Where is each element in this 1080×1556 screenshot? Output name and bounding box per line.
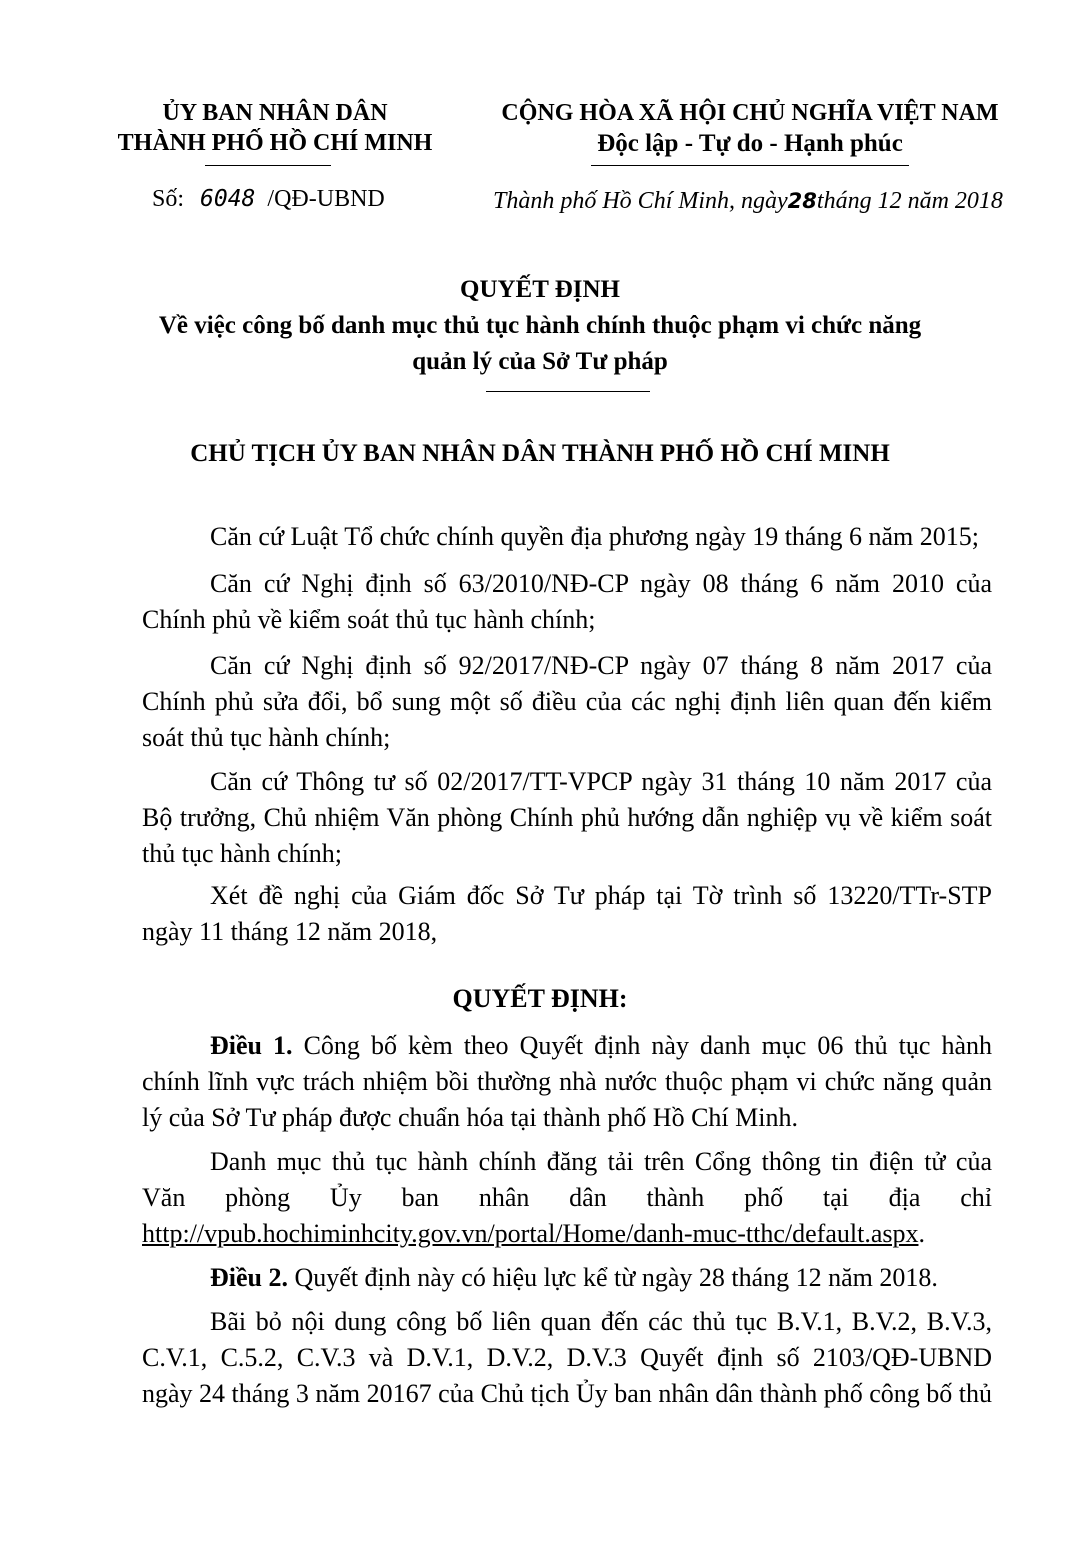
preamble-line: Căn cứ Nghị định số 92/2017/NĐ-CP ngày 07 tháng 8 năm 2017 của	[210, 651, 992, 680]
title-underline	[486, 391, 650, 392]
preamble-line: ngày 11 tháng 12 năm 2018,	[142, 917, 438, 946]
date-day-handwritten: 28	[787, 189, 817, 213]
org-underline	[205, 165, 331, 166]
preamble-line: Căn cứ Thông tư số 02/2017/TT-VPCP ngày 31 tháng 10 năm 2017 của	[210, 767, 992, 796]
preamble-decree-63	[142, 566, 992, 638]
number-suffix: /QĐ-UBND	[267, 186, 385, 212]
article-1	[142, 1028, 992, 1136]
url-period: .	[918, 1219, 925, 1248]
preamble-line: Bộ trưởng, Chủ nhiệm Văn phòng Chính phủ hướng dẫn nghiệp vụ về kiểm soát	[142, 803, 992, 832]
preamble-decree-92	[142, 648, 992, 756]
preamble-line: Căn cứ Luật Tổ chức chính quyền địa phương ngày 19 tháng 6 năm 2015;	[210, 522, 979, 551]
repeal-line: ngày 24 tháng 3 năm 20167 của Chủ tịch Ủy ban nhân dân thành phố công bố thủ	[142, 1379, 992, 1408]
number-prefix: Số:	[152, 186, 185, 212]
article-1-line	[142, 1028, 992, 1064]
article-1-line: chính lĩnh vực trách nhiệm bồi thường nhà nước thuộc phạm vi chức năng quản	[142, 1067, 992, 1096]
preamble-line: soát thủ tục hành chính;	[142, 723, 391, 752]
decision-subject-line2: quản lý của Sở Tư pháp	[412, 348, 668, 375]
article-2-line	[142, 1260, 992, 1296]
preamble-circular-02	[142, 764, 992, 872]
publication-line: Danh mục thủ tục hành chính đăng tải trên Cổng thông tin điện tử của	[210, 1147, 992, 1176]
article-1-label: Điều 1.	[210, 1031, 293, 1060]
repeal-line: C.V.1, C.5.2, C.V.3 và D.V.1, D.V.2, D.V.3 Quyết định số 2103/QĐ-UBND	[142, 1343, 992, 1372]
national-motto: Độc lập - Tự do - Hạnh phúc	[597, 130, 903, 157]
date-prefix: Thành phố Hồ Chí Minh, ngày	[493, 188, 788, 214]
preamble-proposal	[142, 878, 992, 950]
preamble-line: Xét đề nghị của Giám đốc Sở Tư pháp tại Tờ trình số 13220/TTr-STP	[210, 881, 992, 910]
publication-line	[142, 1216, 992, 1252]
article-1-text: Công bố kèm theo Quyết định này danh mục 06 thủ tục hành	[292, 1031, 993, 1060]
preamble-line: Căn cứ Nghị định số 63/2010/NĐ-CP ngày 08 tháng 6 năm 2010 của	[210, 569, 992, 598]
org-name-line2: THÀNH PHỐ HỒ CHÍ MINH	[117, 130, 433, 156]
repeal-line: Bãi bỏ nội dung công bố liên quan đến các thủ tục B.V.1, B.V.2, B.V.3,	[210, 1307, 992, 1336]
decision-heading: QUYẾT ĐỊNH:	[452, 984, 628, 1013]
article-1-publication	[142, 1144, 992, 1252]
issuer-title: CHỦ TỊCH ỦY BAN NHÂN DÂN THÀNH PHỐ HỒ CHÍ MINH	[190, 440, 890, 467]
org-name-line1: ỦY BAN NHÂN DÂN	[162, 100, 388, 126]
decision-subject-line1: Về việc công bố danh mục thủ tục hành chính thuộc phạm vi chức năng	[158, 312, 922, 339]
preamble-line: Chính phủ sửa đổi, bổ sung một số điều của các nghị định liên quan đến kiểm	[142, 687, 992, 716]
national-title: CỘNG HÒA XÃ HỘI CHỦ NGHĨA VIỆT NAM	[501, 100, 999, 126]
article-2-text: Quyết định này có hiệu lực kể từ ngày 28 tháng 12 năm 2018.	[288, 1263, 938, 1292]
preamble-line: thủ tục hành chính;	[142, 839, 343, 868]
article-1-line: lý của Sở Tư pháp được chuẩn hóa tại thành phố Hồ Chí Minh.	[142, 1103, 798, 1132]
motto-underline	[591, 165, 909, 166]
article-2	[142, 1260, 992, 1296]
article-2-label: Điều 2.	[210, 1263, 288, 1292]
portal-url-link[interactable]: http://vpub.hochiminhcity.gov.vn/portal/Home/danh-muc-tthc/default.aspx	[142, 1219, 919, 1248]
publication-line: Văn phòng Ủy ban nhân dân thành phố tại địa chỉ	[142, 1183, 992, 1212]
place-date	[493, 188, 1003, 215]
date-suffix: tháng 12 năm 2018	[816, 188, 1003, 214]
article-2-repeal	[142, 1304, 992, 1412]
preamble-line: Chính phủ về kiểm soát thủ tục hành chính;	[142, 605, 596, 634]
preamble-local-gov-law	[142, 519, 992, 555]
decision-title: QUYẾT ĐỊNH	[460, 276, 620, 303]
number-handwritten: 6048	[200, 186, 256, 212]
document-number	[152, 186, 385, 213]
